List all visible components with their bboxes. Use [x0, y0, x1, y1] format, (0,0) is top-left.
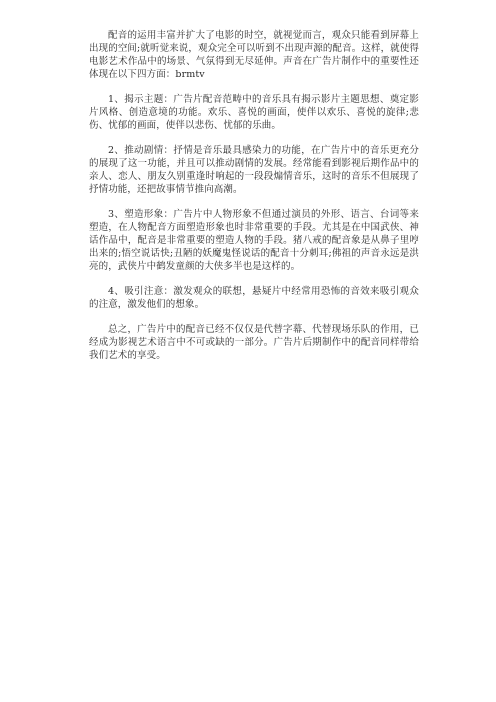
document-body	[89, 29, 419, 374]
paragraph-advance-plot: 2、推动剧情：抒情是音乐最具感染力的功能，在广告片中的音乐更充分的展现了这一功能，并且可以推动剧情的发展。经常能看到影视后期作品中的亲人、恋人、朋友久别重逢时响起的一段段煽情音乐，这时的音乐不但展现了抒情功能，还把故事情节推向高潮。	[89, 145, 419, 195]
paragraph-intro: 配音的运用丰富并扩大了电影的时空，就视觉而言，观众只能看到屏幕上出现的空间;就听觉来说，观众完全可以听到不出现声源的配音。这样，就使得电影艺术作品中的场景、气氛得到无尽延伸。声音在广告片制作中的重要性还体现在以下四方面：brmtv	[89, 30, 419, 80]
paragraph-shape-image: 3、塑造形象：广告片中人物形象不但通过演员的外形、语言、台词等来塑造，在人物配音方面塑造形象也时非常重要的手段。尤其是在中国武侠、神话作品中，配音是非常重要的塑造人物的手段。猪八戒的配音象是从鼻子里哼出来的;悟空说话快;丑陋的妖魔鬼怪说话的配音十分刺耳;佛祖的声音永远是洪亮的，武侠片中鹤发童颜的大侠多半也是这样的。	[89, 209, 419, 272]
paragraph-attract-attention: 4、吸引注意：激发观众的联想，悬疑片中经常用恐怖的音效来吸引观众的注意，激发他们的想象。	[89, 286, 419, 310]
paragraph-conclusion: 总之，广告片中的配音已经不仅仅是代替字幕、代替现场乐队的作用，已经成为影视艺术语言中不可或缺的一部分。广告片后期制作中的配音同样带给我们艺术的享受。	[89, 324, 419, 361]
paragraph-reveal-theme: 1、揭示主题：广告片配音范畴中的音乐具有揭示影片主题思想、奠定影片风格、创造意境的功能。欢乐、喜悦的画面，使伴以欢乐、喜悦的旋律;悲伤、忧郁的画面，使伴以悲伤、忧郁的乐曲。	[89, 94, 419, 131]
